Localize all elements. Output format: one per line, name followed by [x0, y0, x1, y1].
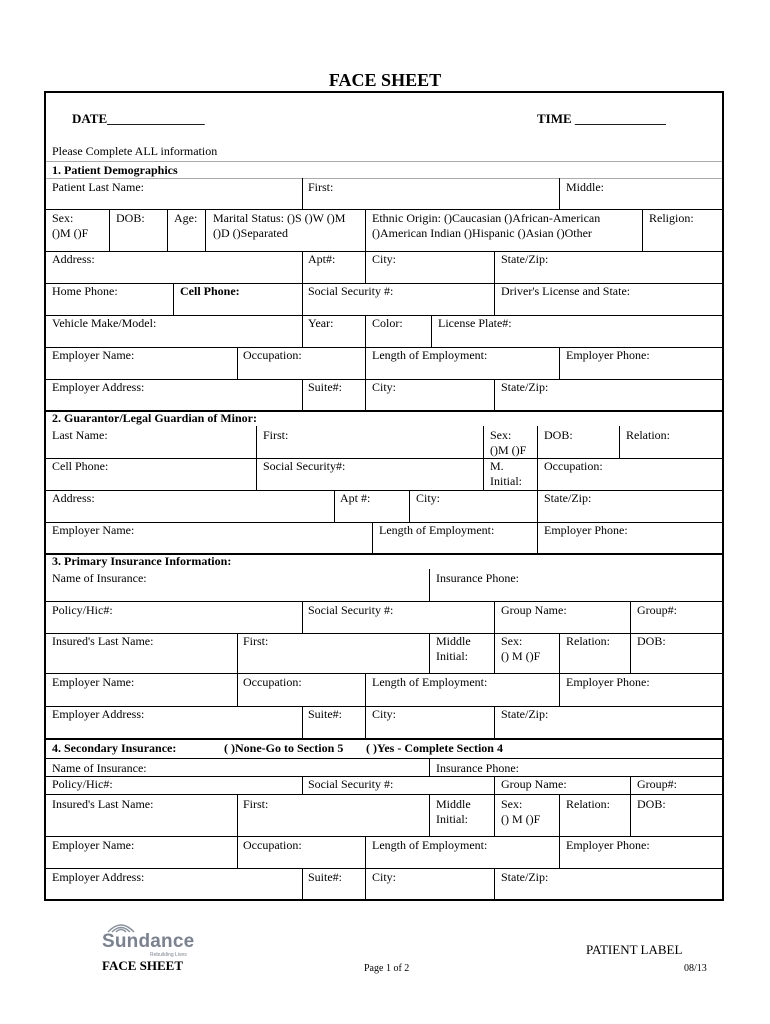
guarantor-ssn-field[interactable]: Social Security#: — [263, 459, 346, 473]
employer-phone-field[interactable]: Employer Phone: — [566, 348, 650, 362]
divider — [334, 490, 335, 522]
secondary-employer-name-field[interactable]: Employer Name: — [52, 838, 135, 852]
primary-insurance-phone-field[interactable]: Insurance Phone: — [436, 571, 519, 585]
occupation-field[interactable]: Occupation: — [243, 348, 302, 362]
guarantor-occupation-field[interactable]: Occupation: — [544, 459, 603, 473]
divider — [494, 283, 495, 315]
divider — [429, 758, 430, 776]
color-field[interactable]: Color: — [372, 316, 403, 330]
primary-employer-name-field[interactable]: Employer Name: — [52, 675, 135, 689]
employer-address-field[interactable]: Employer Address: — [52, 380, 145, 394]
employer-name-field[interactable]: Employer Name: — [52, 348, 135, 362]
divider — [429, 794, 430, 836]
divider — [630, 601, 631, 673]
secondary-length-employment-field[interactable]: Length of Employment: — [372, 838, 488, 852]
divider — [365, 209, 366, 251]
ssn-field[interactable]: Social Security #: — [308, 284, 394, 298]
divider — [559, 178, 560, 209]
primary-state-zip-field[interactable]: State/Zip: — [501, 707, 549, 721]
divider — [494, 251, 495, 283]
secondary-employer-phone-field[interactable]: Employer Phone: — [566, 838, 650, 852]
divider — [46, 161, 722, 162]
divider — [494, 633, 495, 673]
page-number: Page 1 of 2 — [364, 963, 410, 974]
divider — [494, 379, 495, 410]
logo-tagline: Rebuilding Lives — [150, 952, 187, 958]
divider — [365, 347, 366, 379]
divider — [537, 426, 538, 458]
date-label: DATE_______________ — [72, 111, 205, 126]
divider — [205, 209, 206, 251]
divider — [237, 794, 238, 836]
divider — [302, 178, 303, 209]
divider — [302, 706, 303, 738]
divider — [431, 315, 432, 347]
divider — [302, 868, 303, 899]
guarantor-last-name-field[interactable]: Last Name: — [52, 428, 108, 442]
divider — [237, 633, 238, 673]
secondary-ssn-field[interactable]: Social Security #: — [308, 777, 394, 791]
divider — [46, 209, 722, 210]
divider — [46, 490, 722, 491]
secondary-insured-middle-initial-field[interactable]: Middle Initial: — [436, 797, 471, 826]
divider — [365, 706, 366, 738]
divider — [494, 776, 495, 794]
primary-insurance-name-field[interactable]: Name of Insurance: — [52, 571, 147, 585]
state-zip-field[interactable]: State/Zip: — [501, 252, 549, 266]
guarantor-relation-field[interactable]: Relation: — [626, 428, 670, 442]
divider — [302, 379, 303, 410]
primary-occupation-field[interactable]: Occupation: — [243, 675, 302, 689]
religion-field[interactable]: Religion: — [649, 211, 694, 225]
divider — [494, 868, 495, 899]
patient-last-name-field[interactable]: Patient Last Name: — [52, 180, 144, 194]
divider — [619, 426, 620, 458]
section2-heading: 2. Guarantor/Legal Guardian of Minor: — [52, 411, 257, 425]
patient-middle-name-field[interactable]: Middle: — [566, 180, 604, 194]
divider — [302, 776, 303, 794]
divider — [429, 569, 430, 601]
divider — [46, 601, 722, 602]
guarantor-address-field[interactable]: Address: — [52, 491, 95, 505]
cell-phone-field[interactable]: Cell Phone: — [180, 284, 240, 298]
primary-city-field[interactable]: City: — [372, 707, 397, 721]
divider — [365, 673, 366, 706]
divider — [642, 209, 643, 251]
secondary-yes-option[interactable]: ( )Yes - Complete Section 4 — [366, 741, 503, 755]
primary-insured-middle-initial-field[interactable]: Middle Initial: — [436, 634, 471, 663]
secondary-policy-field[interactable]: Policy/Hic#: — [52, 777, 113, 791]
section3-heading: 3. Primary Insurance Information: — [52, 554, 232, 568]
secondary-insured-last-name-field[interactable]: Insured's Last Name: — [52, 797, 154, 811]
vehicle-field[interactable]: Vehicle Make/Model: — [52, 316, 157, 330]
primary-insured-first-name-field[interactable]: First: — [243, 634, 269, 648]
logo-wordmark: Sundance — [102, 931, 195, 952]
secondary-employer-address-field[interactable]: Employer Address: — [52, 870, 145, 884]
divider — [630, 776, 631, 836]
divider — [302, 601, 303, 633]
divider — [559, 836, 560, 868]
secondary-city-field[interactable]: City: — [372, 870, 397, 884]
primary-insured-dob-field[interactable]: DOB: — [637, 634, 666, 648]
patient-sex-field[interactable]: Sex: ()M ()F — [52, 211, 89, 240]
divider — [537, 490, 538, 522]
page-title: FACE SHEET — [328, 70, 442, 90]
primary-insured-relation-field[interactable]: Relation: — [566, 634, 610, 648]
secondary-insured-dob-field[interactable]: DOB: — [637, 797, 666, 811]
guarantor-state-zip-field[interactable]: State/Zip: — [544, 491, 592, 505]
length-employment-field[interactable]: Length of Employment: — [372, 348, 488, 362]
instruction-text: Please Complete ALL information — [52, 144, 218, 158]
divider — [46, 836, 722, 837]
year-field[interactable]: Year: — [308, 316, 334, 330]
divider — [46, 458, 722, 459]
guarantor-middle-initial-field[interactable]: M. Initial: — [490, 459, 522, 488]
divider — [302, 283, 303, 315]
secondary-insured-sex-field[interactable]: Sex: () M ()F — [501, 797, 541, 826]
license-plate-field[interactable]: License Plate#: — [438, 316, 512, 330]
secondary-insurance-name-field[interactable]: Name of Insurance: — [52, 761, 147, 775]
divider — [302, 315, 303, 347]
city-field[interactable]: City: — [372, 252, 397, 266]
divider — [494, 794, 495, 836]
divider — [46, 868, 722, 869]
secondary-group-number-field[interactable]: Group#: — [637, 777, 677, 791]
primary-employer-address-field[interactable]: Employer Address: — [52, 707, 145, 721]
section1-heading: 1. Patient Demographics — [52, 163, 178, 177]
secondary-insured-relation-field[interactable]: Relation: — [566, 797, 610, 811]
secondary-insurance-phone-field[interactable]: Insurance Phone: — [436, 761, 519, 775]
divider — [46, 794, 722, 795]
divider — [109, 209, 110, 251]
guarantor-length-employment-field[interactable]: Length of Employment: — [379, 523, 495, 537]
divider — [365, 836, 366, 868]
divider — [559, 794, 560, 836]
divider — [559, 673, 560, 706]
divider — [46, 738, 722, 740]
apt-field[interactable]: Apt#: — [308, 252, 336, 266]
divider — [559, 633, 560, 673]
divider — [537, 522, 538, 553]
primary-insured-last-name-field[interactable]: Insured's Last Name: — [52, 634, 154, 648]
divider — [494, 706, 495, 738]
primary-group-number-field[interactable]: Group#: — [637, 603, 677, 617]
employer-city-field[interactable]: City: — [372, 380, 397, 394]
primary-employer-phone-field[interactable]: Employer Phone: — [566, 675, 650, 689]
secondary-state-zip-field[interactable]: State/Zip: — [501, 870, 549, 884]
patient-label: PATIENT LABEL — [586, 942, 683, 957]
guarantor-sex-field[interactable]: Sex: ()M ()F — [490, 428, 527, 457]
guarantor-dob-field[interactable]: DOB: — [544, 428, 573, 442]
section4-heading: 4. Secondary Insurance: — [52, 741, 177, 755]
secondary-insured-first-name-field[interactable]: First: — [243, 797, 269, 811]
divider — [559, 347, 560, 379]
guarantor-apt-field[interactable]: Apt #: — [340, 491, 371, 505]
divider — [409, 490, 410, 522]
guarantor-employer-name-field[interactable]: Employer Name: — [52, 523, 135, 537]
guarantor-city-field[interactable]: City: — [416, 491, 441, 505]
divider — [237, 673, 238, 706]
divider — [365, 251, 366, 283]
divider — [46, 673, 722, 674]
divider — [237, 836, 238, 868]
divider — [46, 178, 722, 179]
divider — [494, 601, 495, 633]
patient-dob-field[interactable]: DOB: — [116, 211, 145, 225]
divider — [167, 209, 168, 251]
ethnic-origin-field[interactable]: Ethnic Origin: ()Caucasian ()African-American ()American Indian ()Hispanic ()Asian ()Other — [372, 211, 601, 240]
divider — [302, 251, 303, 283]
secondary-group-name-field[interactable]: Group Name: — [501, 777, 567, 791]
divider — [256, 426, 257, 490]
home-phone-field[interactable]: Home Phone: — [52, 284, 118, 298]
divider — [46, 758, 722, 759]
divider — [365, 379, 366, 410]
secondary-suite-field[interactable]: Suite#: — [308, 870, 343, 884]
patient-age-field[interactable]: Age: — [174, 211, 198, 225]
time-label: TIME ______________ — [537, 111, 666, 126]
suite-field[interactable]: Suite#: — [308, 380, 343, 394]
divider — [365, 315, 366, 347]
divider — [372, 522, 373, 553]
primary-policy-field[interactable]: Policy/Hic#: — [52, 603, 113, 617]
primary-insured-sex-field[interactable]: Sex: () M ()F — [501, 634, 541, 663]
divider — [365, 868, 366, 899]
footer-title: FACE SHEET — [102, 958, 184, 973]
revision-date: 08/13 — [684, 963, 707, 974]
guarantor-cell-phone-field[interactable]: Cell Phone: — [52, 459, 109, 473]
secondary-none-option[interactable]: ( )None-Go to Section 5 — [224, 741, 344, 755]
drivers-license-field[interactable]: Driver's License and State: — [501, 284, 631, 298]
divider — [173, 283, 174, 315]
guarantor-first-name-field[interactable]: First: — [263, 428, 289, 442]
secondary-occupation-field[interactable]: Occupation: — [243, 838, 302, 852]
primary-group-name-field[interactable]: Group Name: — [501, 603, 567, 617]
divider — [237, 347, 238, 379]
primary-ssn-field[interactable]: Social Security #: — [308, 603, 394, 617]
divider — [429, 633, 430, 673]
marital-status-field[interactable]: Marital Status: ()S ()W ()M ()D ()Separated — [213, 211, 346, 240]
guarantor-employer-phone-field[interactable]: Employer Phone: — [544, 523, 628, 537]
address-field[interactable]: Address: — [52, 252, 95, 266]
divider — [537, 458, 538, 490]
employer-state-zip-field[interactable]: State/Zip: — [501, 380, 549, 394]
primary-length-employment-field[interactable]: Length of Employment: — [372, 675, 488, 689]
primary-suite-field[interactable]: Suite#: — [308, 707, 343, 721]
patient-first-name-field[interactable]: First: — [308, 180, 334, 194]
